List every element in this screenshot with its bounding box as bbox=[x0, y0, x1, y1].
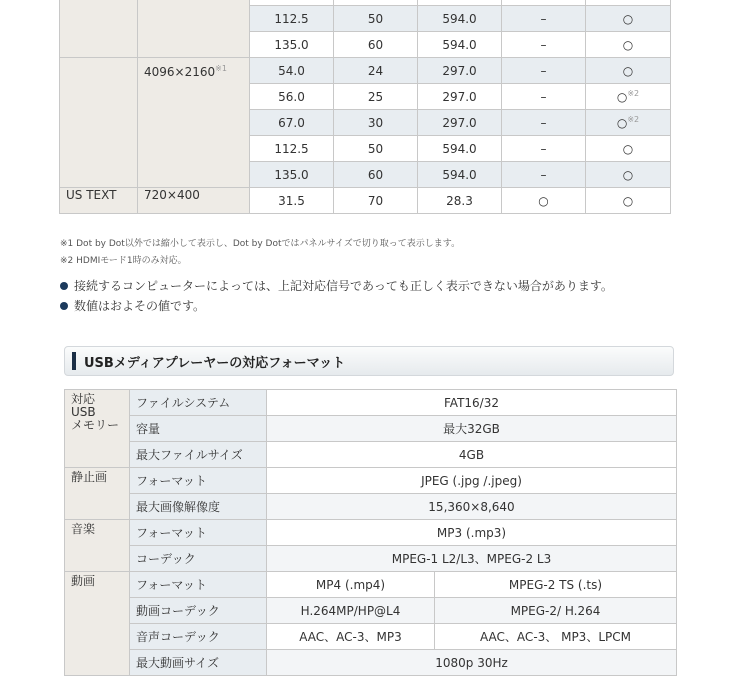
table-row: 容量 最大32GB bbox=[65, 416, 677, 442]
signal-timing-table bbox=[59, 0, 671, 214]
table-row: 112.5 50 594.0 – ○ bbox=[60, 6, 671, 32]
resolution-cell: 720×400 bbox=[138, 188, 250, 214]
category-cell: 音楽 bbox=[65, 520, 130, 572]
section-title: USBメディアプレーヤーの対応フォーマット bbox=[84, 355, 346, 371]
table-row: 112.5 50 594.0 – ○ bbox=[60, 136, 671, 162]
resolution-cell: 4096×2160$^{※1}$ bbox=[138, 58, 250, 188]
bullet-icon bbox=[60, 302, 68, 310]
table-row: 最大ファイルサイズ 4GB bbox=[65, 442, 677, 468]
table-row: 56.0 25 297.0 – ○$^{※2}$ bbox=[60, 84, 671, 110]
footnote: ※1 Dot by Dot以外では縮小して表示し、Dot by Dotではパネルサイズで切り取って表示します。 bbox=[60, 239, 461, 249]
table-row: 135.0 60 594.0 – ○ bbox=[60, 162, 671, 188]
notes-list bbox=[60, 276, 613, 316]
footnote: ※2 HDMIモード1時のみ対応。 bbox=[60, 256, 187, 266]
table-row: 最大動画サイズ 1080p 30Hz bbox=[65, 650, 677, 676]
list-item: 数値はおよその値です。 bbox=[60, 296, 613, 316]
table-row: 4096×2160$^{※1}$ 54.0 24 297.0 – ○ bbox=[60, 58, 671, 84]
table-row: 対応 USB メモリー ファイルシステム FAT16/32 bbox=[65, 390, 677, 416]
table-row: 135.0 60 594.0 – ○ bbox=[60, 32, 671, 58]
mode-cell: US TEXT bbox=[60, 188, 138, 214]
section-header bbox=[64, 346, 674, 376]
table-row: 最大画像解像度 15,360×8,640 bbox=[65, 494, 677, 520]
table-row: US TEXT 720×400 31.5 70 28.3 ○ ○ bbox=[60, 188, 671, 214]
category-cell: 静止画 bbox=[65, 468, 130, 520]
list-item: 接続するコンピューターによっては、上記対応信号であっても正しく表示できない場合があります。 bbox=[60, 276, 613, 296]
category-cell: 動画 bbox=[65, 572, 130, 676]
footnotes bbox=[60, 236, 460, 270]
category-cell: 対応 USB メモリー bbox=[65, 390, 130, 468]
table-row: 動画コーデック H.264MP/HP@L4 MPEG-2/ H.264 bbox=[65, 598, 677, 624]
bullet-icon bbox=[60, 282, 68, 290]
table-row: 音声コーデック AAC、AC-3、MP3 AAC、AC-3、 MP3、LPCM bbox=[65, 624, 677, 650]
table-row: 動画 フォーマット MP4 (.mp4) MPEG-2 TS (.ts) bbox=[65, 572, 677, 598]
table-row: 67.0 30 297.0 – ○$^{※2}$ bbox=[60, 110, 671, 136]
table-row: コーデック MPEG-1 L2/L3、MPEG-2 L3 bbox=[65, 546, 677, 572]
table-row: 音楽 フォーマット MP3 (.mp3) bbox=[65, 520, 677, 546]
usb-format-table bbox=[64, 389, 677, 676]
table-row: 静止画 フォーマット JPEG (.jpg /.jpeg) bbox=[65, 468, 677, 494]
header-accent-bar bbox=[72, 352, 76, 370]
